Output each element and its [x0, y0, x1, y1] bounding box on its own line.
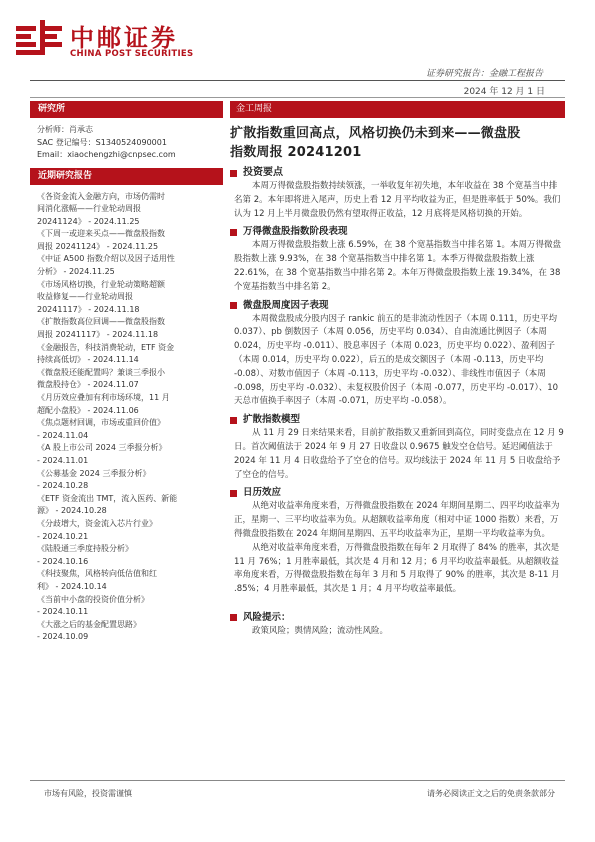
footer-divider [30, 780, 565, 781]
report-date: 2024 年 12 月 1 日 [463, 87, 545, 97]
recent-reports-label: 近期研究报告 [30, 168, 223, 185]
report-title-line: 指数周报 20241201 [230, 145, 362, 160]
recent-report-line: 微盘股持仓》 - 2024.11.07 [37, 380, 139, 390]
sidebar [30, 101, 223, 644]
recent-report-line: 利》 - 2024.10.14 [37, 581, 107, 591]
recent-report-line: 超配小盘股》 - 2024.11.06 [37, 405, 139, 415]
diffusion-model-paragraph: 从 11 月 29 日来结果来看，目前扩散指数又重新回到高位，同时变盘点在 12 月 9 日。首次阈值法于 2024 年 9 月 27 日收盘以 0.9675 触发空仓信号。延迟阈值法于 2024 年 11 月 4 日收盘给予了空仓的信号。双均线法于 2024 年 11 月 5 日收盘给予了空仓的信号。 [234, 428, 564, 480]
recent-report-line: - 2024.10.21 [37, 531, 89, 541]
recent-report-line: 《A 股上市公司 2024 三季报分析》 [37, 443, 167, 453]
recent-report-line: 《中证 A500 指数介绍以及因子适用性 [37, 254, 175, 264]
footer-disclaimer-left: 市场有风险，投资需谨慎 [44, 789, 132, 798]
recent-report-line: 《焦点题材回调，市场或重回价值》 [37, 418, 165, 428]
recent-report-line: 《分歧增大，资金流入芯片行业》 [37, 518, 157, 528]
recent-report-line: 《扩散指数高位回调——微盘股指数 [37, 317, 165, 327]
recent-report-line: 《科技聚焦，风格转向低估值和红 [37, 569, 157, 579]
recent-report-line: 分析》 - 2024.11.25 [37, 267, 115, 277]
analyst-sac-id: SAC 登记编号：S1340524090001 [37, 137, 167, 147]
recent-report-line: 20241124》 - 2024.11.25 [37, 216, 140, 226]
main-content [230, 101, 565, 639]
section-key-points [230, 166, 565, 180]
header-divider [30, 80, 565, 81]
subsection-title: 扩散指数模型 [243, 414, 301, 426]
risk-warning-label: 风险提示： [243, 611, 291, 623]
recent-report-line: 持续高低切》 - 2024.11.14 [37, 355, 139, 365]
report-category-tag: 金工周报 [230, 101, 565, 118]
header-divider-2 [30, 97, 565, 98]
company-logo [16, 16, 211, 64]
calendar-effect-paragraph-2: 从绝对收益率角度来看，万得微盘股指数在每年 2 月取得了 84% 的胜率，其次是 11 月 76%；1 月胜率最低，其次是 4 月和 12 月；6 月平均收益率最低。从超额收益率角度来看，万得微盘股指数在每年 3 月和 5 月取得了 90% 的胜率，其次是 8-11 月 .85%；4 月胜率最低，其次是 1 月；4 月平均收益率最低。 [234, 542, 560, 595]
recent-report-line: 《微盘股还能配置吗？兼谈三季报小 [37, 367, 165, 377]
recent-report-line: 《陆股通三季度持股分析》 [37, 544, 133, 554]
risk-warning-title [230, 611, 565, 625]
recent-report-line: 20241117》 - 2024.11.18 [37, 304, 140, 314]
recent-report-line: 周报 20241117》 - 2024.11.18 [37, 330, 159, 340]
report-title-line: 扩散指数重回高点，风格切换仍未到来——微盘股 [230, 126, 521, 141]
recent-report-line: 《市场风格切换，行业轮动策略超额 [37, 279, 165, 289]
recent-report-line: 收益修复——行业轮动周报 [37, 292, 133, 302]
analyst-info [30, 118, 223, 168]
subsection-calendar-effect [230, 486, 565, 500]
square-bullet-icon [230, 170, 237, 177]
subsection-title: 万得微盘股指数阶段表现 [243, 226, 348, 238]
intro-paragraph: 本周万得微盘股指数持续领涨，一举收复年初失地，本年收益在 38 个宽基当中排名第 2。本年即将进入尾声，历史上看 12 月平均收益为正，但是胜率低于 50%。我们认为 12 月上半月微盘股仍然有望取得正收益，12 月底将是风格切换的开始。 [234, 181, 561, 219]
report-title [230, 124, 565, 162]
factor-performance-paragraph: 本周微盘股成分股内因子 rankic 前五的是非流动性因子（本周 0.111，历史平均 0.037）、pb 倒数因子（本周 0.056，历史平均 0.034）、自由流通比例因子（本周 0.024，历史平均 -0.011）、股息率因子（本周 0.023，历史平均 0.022）、盈利因子（本周 0.014，历史平均 0.022），后五的是成交额因子（本周 -0.113，历史平均 -0.08）、对数市值因子（本周 -0.113，历史平均 -0.032）、非线性市值因子（本周 -0.098，历史平均 -0.032）、未复权股价因子（本周 -0.077，历史平均 -0.017）、10 天总市值换手率因子（本周 -0.071，历史平均 -0.058）。 [234, 313, 559, 407]
subsection-diffusion-model [230, 413, 565, 427]
report-type: 证券研究报告：金融工程报告 [425, 69, 543, 79]
logo-mark-icon [16, 20, 62, 58]
index-performance-paragraph: 本周万得微盘股指数上涨 6.59%，在 38 个宽基指数当中排名第 1。本周万得微盘股指数上涨 9.93%，在 38 个宽基指数当中排名第 1。本季万得微盘股指数上涨 22.61%，在 38 个宽基指数当中排名第 2。本年万得微盘股指数上涨 19.34%，在 38 个宽基指数当中排名第 2。 [234, 240, 562, 292]
recent-reports-list [30, 185, 223, 644]
recent-report-line: 周报 20241124》 - 2024.11.25 [37, 241, 159, 251]
section-key-points-label: 投资要点 [243, 167, 283, 178]
recent-report-line: 《月历效应叠加有利市场环境，11 月 [37, 393, 170, 402]
recent-report-line: - 2024.10.28 [37, 481, 89, 491]
subsection-index-performance [230, 225, 565, 239]
subsection-title: 日历效应 [243, 487, 282, 499]
recent-report-line: 《大涨之后的基金配置思路》 [37, 619, 141, 629]
analyst-email: Email：xiaochengzhi@cnpsec.com [37, 150, 176, 159]
subsection-factor-performance [230, 299, 565, 313]
logo-english-text: CHINA POST SECURITIES [70, 49, 194, 59]
recent-report-line: - 2024.11.01 [37, 455, 89, 465]
recent-report-line: - 2024.10.16 [37, 556, 89, 566]
recent-report-line: 《当前中小盘的投资价值分析》 [37, 594, 149, 604]
calendar-effect-paragraph-1: 从绝对收益率角度来看，万得微盘股指数在 2024 年期间星期二、四平均收益率为正，星期一、三平均收益率为负。从超额收益率角度（相对中证 1000 指数）来看，万得微盘股指数在 2024 年期间星期四、五平均收益率为正，星期一平均收益率为负。 [234, 501, 560, 539]
square-bullet-icon [230, 229, 237, 236]
square-bullet-icon [230, 490, 237, 497]
logo-chinese-text: 中邮证券 [70, 24, 178, 52]
recent-report-line: - 2024.10.09 [37, 632, 89, 642]
footer-disclaimer-right: 请务必阅读正文之后的免责条款部分 [427, 789, 555, 798]
recent-report-line: 《金融报告，科技消费轮动，ETF 资金 [37, 342, 175, 352]
research-institute-label: 研究所 [30, 101, 223, 118]
recent-report-line: - 2024.10.11 [37, 607, 89, 617]
risk-warning-text: 政策风险；舆情风险；流动性风险。 [252, 625, 389, 636]
recent-report-line: 《公募基金 2024 三季报分析》 [37, 468, 151, 478]
recent-report-line: 间消化涨幅——行业轮动周报 [37, 204, 141, 214]
analyst-name: 分析师：肖承志 [37, 125, 93, 134]
recent-report-line: 《ETF 资金流出 TMT，流入医药、新能 [37, 493, 178, 503]
square-bullet-icon [230, 302, 237, 309]
square-bullet-icon [230, 614, 237, 621]
recent-report-line: - 2024.11.04 [37, 430, 89, 440]
recent-report-line: 《下周一或迎来买点——微盘股指数 [37, 229, 165, 239]
square-bullet-icon [230, 417, 237, 424]
subsection-title: 微盘股周度因子表现 [243, 299, 329, 311]
recent-report-line: 《各资金流入金融方向，市场仍需时 [37, 191, 165, 201]
recent-report-line: 源》 - 2024.10.28 [37, 506, 107, 516]
